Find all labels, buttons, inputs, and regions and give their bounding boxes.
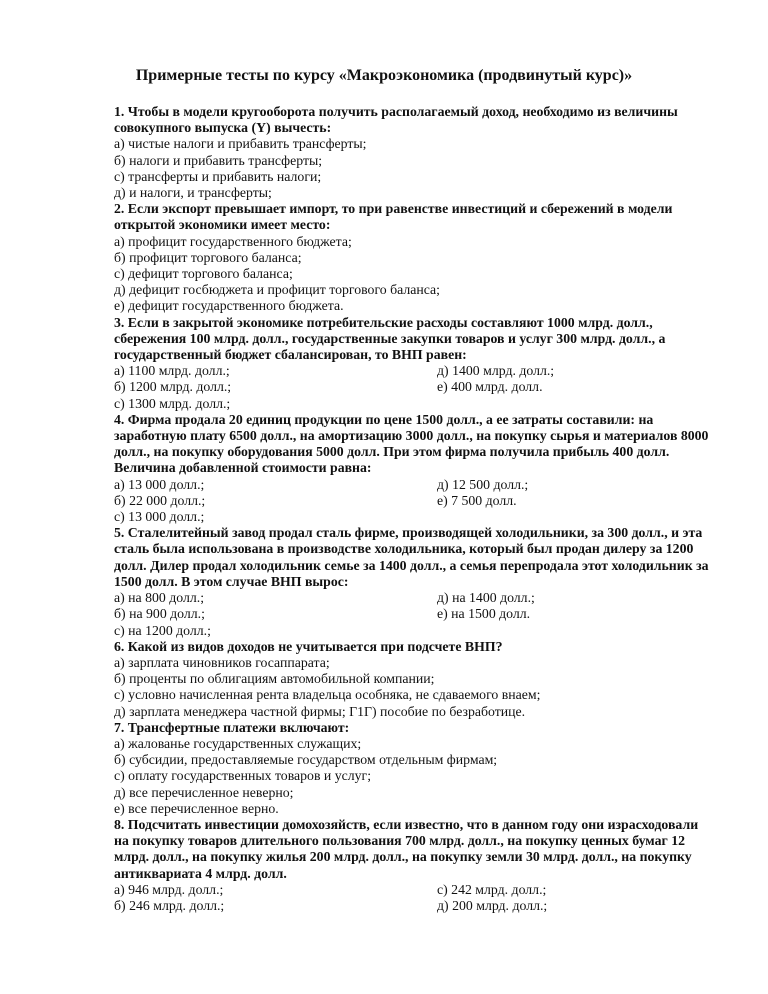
options-row (114, 363, 714, 379)
question-8: 8. Подсчитать инвестиции домохозяйств, если известно, что в данном году они израсходовали на покупку товаров длительного пользования 700 млрд. долл., на покупку ценных бумаг 12 млрд. долл., на покупку жилья 200 млрд. долл., на покупку земли 30 млрд. долл., на покупку антиквариата 4 млрд. долл. (114, 816, 699, 881)
option-q8-c: с) 242 млрд. долл.; (437, 881, 547, 897)
options-row (114, 396, 714, 412)
option-q1-d: д) и налоги, и трансферты; (114, 185, 272, 201)
option-q3-a: а) 1100 млрд. долл.; (114, 363, 230, 379)
option-q6-c: с) условно начисленная рента владельца особняка, не сдаваемого внаем; (114, 687, 541, 703)
options-row (114, 379, 714, 395)
document-body (114, 104, 714, 914)
option-q4-b: б) 22 000 долл.; (114, 492, 206, 508)
option-q5-d: д) на 1400 долл.; (437, 590, 535, 606)
question-4: 4. Фирма продала 20 единиц продукции по цене 1500 долл., а ее затраты составили: на заработную плату 6500 долл., на амортизацию 3000 долл., на покупку сырья и материалов 8000 долл., на покупку оборудования 5000 долл. При этом фирма получила прибыль 400 долл. Величина добавленной стоимости равна: (114, 411, 709, 476)
options-row (114, 623, 714, 639)
page-title: Примерные тесты по курсу «Макроэкономика (продвинутый курс)» (135, 67, 633, 84)
options-row (114, 493, 714, 509)
option-q1-b: б) налоги и прибавить трансферты; (114, 152, 323, 168)
option-q3-e: е) 400 млрд. долл. (437, 379, 543, 395)
option-q7-d: д) все перечисленное неверно; (114, 784, 294, 800)
option-q1-a: а) чистые налоги и прибавить трансферты; (114, 136, 367, 152)
option-q7-a: а) жалованье государственных служащих; (114, 735, 362, 751)
question-6: 6. Какой из видов доходов не учитывается при подсчете ВНП? (114, 638, 503, 654)
option-q6-b: б) проценты по облигациям автомобильной компании; (114, 671, 435, 687)
option-q5-a: а) на 800 долл.; (114, 590, 205, 606)
option-q8-d: д) 200 млрд. долл.; (437, 897, 548, 913)
question-3: 3. Если в закрытой экономике потребительские расходы составляют 1000 млрд. долл., сбережения 100 млрд. долл., государственные закупки товаров и услуг 300 млрд. долл., а государственный бюджет сбалансирован, то ВНП равен: (114, 314, 666, 363)
option-q4-e: е) 7 500 долл. (437, 492, 517, 508)
question-7: 7. Трансфертные платежи включают: (114, 719, 350, 735)
options-row (114, 590, 714, 606)
option-q7-c: с) оплату государственных товаров и услуг; (114, 768, 372, 784)
option-q4-a: а) 13 000 долл.; (114, 476, 205, 492)
options-row (114, 477, 714, 493)
option-q4-c: с) 13 000 долл.; (114, 509, 205, 525)
question-1: 1. Чтобы в модели кругооборота получить располагаемый доход, необходимо из величины совокупного выпуска (Y) вычесть: (114, 104, 678, 136)
question-5: 5. Сталелитейный завод продал сталь фирме, производящей холодильники, за 300 долл., и эта сталь была использована в производстве холодильника, который был продан дилеру за 1200 долл. Дилер продал холодильник семье за 1400 долл., а семья перепродала этот холодильник за 1500 долл. В этом случае ВНП вырос: (114, 525, 709, 589)
option-q5-e: е) на 1500 долл. (437, 606, 531, 622)
option-q3-c: с) 1300 млрд. долл.; (114, 395, 231, 411)
option-q5-b: б) на 900 долл.; (114, 606, 205, 622)
options-row (114, 606, 714, 622)
option-q6-d: д) зарплата менеджера частной фирмы; Г1Г) пособие по безработице. (114, 703, 526, 719)
option-q2-e: е) дефицит государственного бюджета. (114, 298, 344, 314)
option-q3-b: б) 1200 млрд. долл.; (114, 379, 232, 395)
option-q8-b: б) 246 млрд. долл.; (114, 897, 225, 913)
option-q3-d: д) 1400 млрд. долл.; (437, 363, 555, 379)
option-q2-b: б) профицит торгового баланса; (114, 249, 302, 265)
option-q1-c: с) трансферты и прибавить налоги; (114, 168, 322, 184)
options-row (114, 882, 714, 898)
option-q2-a: а) профицит государственного бюджета; (114, 233, 352, 249)
options-row (114, 898, 714, 914)
option-q7-b: б) субсидии, предоставляемые государством отдельным фирмам; (114, 752, 498, 768)
question-2: 2. Если экспорт превышает импорт, то при равенстве инвестиций и сбережений в модели открытой экономики имеет место: (114, 201, 673, 233)
option-q2-d: д) дефицит госбюджета и профицит торгового баланса; (114, 282, 441, 298)
option-q2-c: с) дефицит торгового баланса; (114, 266, 293, 282)
option-q5-c: с) на 1200 долл.; (114, 622, 211, 638)
option-q4-d: д) 12 500 долл.; (437, 476, 529, 492)
option-q7-e: е) все перечисленное верно. (114, 800, 279, 816)
option-q6-a: а) зарплата чиновников госаппарата; (114, 654, 330, 670)
option-q8-a: а) 946 млрд. долл.; (114, 881, 224, 897)
options-row (114, 509, 714, 525)
